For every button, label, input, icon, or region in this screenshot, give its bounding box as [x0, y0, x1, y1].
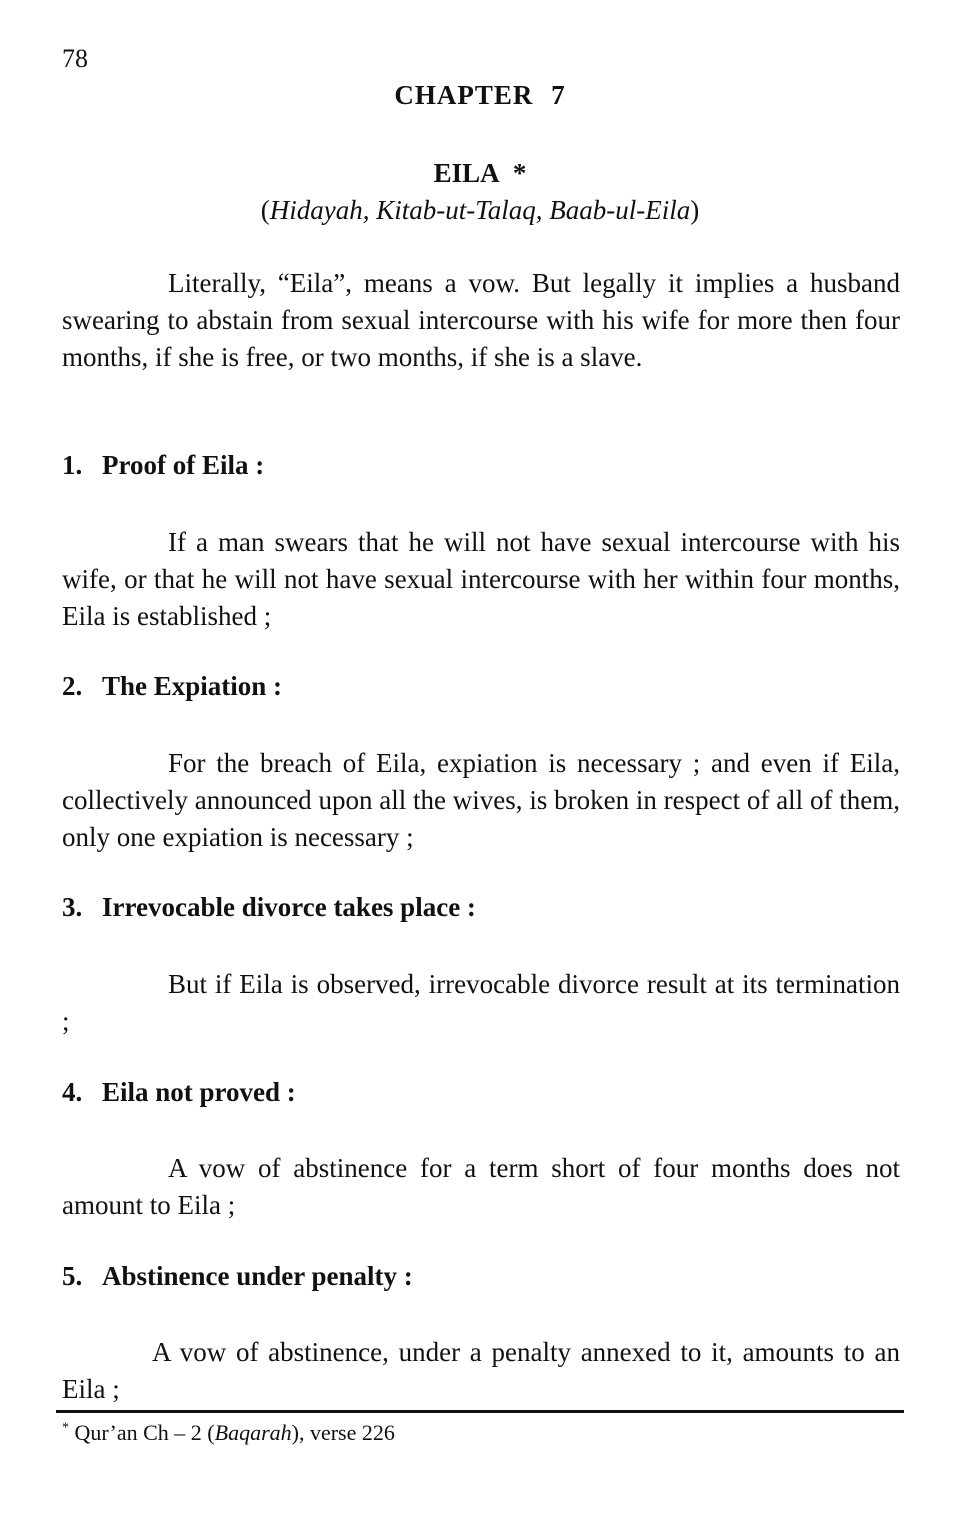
page-number: 78 [62, 44, 88, 73]
section-heading-text: The Expiation : [102, 671, 283, 701]
section-body-1: If a man swears that he will not have sexual intercourse with his wife, or that he will not have sexual intercourse with her within four months, Eila is established ; [62, 527, 900, 631]
section-heading-4 [62, 1077, 296, 1108]
footnote [62, 1420, 395, 1446]
section-body-2: For the breach of Eila, expiation is necessary ; and even if Eila, collectively announced upon all the wives, is broken in respect of all of them, only one expiation is necessary ; [62, 748, 900, 852]
section-heading-text: Proof of Eila : [102, 450, 265, 480]
footnote-divider [56, 1410, 904, 1413]
section-heading-2 [62, 671, 282, 702]
chapter-title: CHAPTER 7 [394, 80, 566, 110]
source-open: ( [260, 195, 270, 225]
section-heading-5 [62, 1261, 413, 1292]
footnote-marker: * [62, 1420, 69, 1436]
section-number: 5. [62, 1261, 83, 1291]
intro-paragraph: Literally, “Eila”, means a vow. But legally it implies a husband swearing to abstain from sexual intercourse with his wife for more then four months, if she is free, or two months, if she is a slave. [62, 268, 900, 372]
section-heading-text: Eila not proved : [102, 1077, 296, 1107]
section-number: 1. [62, 450, 83, 480]
section-title: EILA * [433, 158, 527, 188]
section-body-4: A vow of abstinence for a term short of four months does not amount to Eila ; [62, 1153, 900, 1220]
section-heading-1 [62, 450, 264, 481]
section-heading-text: Abstinence under penalty : [102, 1261, 413, 1291]
section-number: 2. [62, 671, 83, 701]
footnote-prefix: Qur’an Ch – 2 ( [74, 1420, 215, 1445]
source-close: ) [690, 195, 700, 225]
source-reference [0, 195, 960, 226]
section-heading-3 [62, 892, 476, 923]
section-body-3: But if Eila is observed, irrevocable divorce result at its termination ; [62, 969, 900, 1036]
footnote-italic: Baqarah [214, 1420, 292, 1445]
source-text: Hidayah, Kitab-ut-Talaq, Baab-ul-Eila [269, 195, 691, 225]
section-number: 3. [62, 892, 83, 922]
section-heading-text: Irrevocable divorce takes place : [102, 892, 476, 922]
section-number: 4. [62, 1077, 83, 1107]
footnote-suffix: ), verse 226 [291, 1420, 395, 1445]
section-body-5: A vow of abstinence, under a penalty annexed to it, amounts to an Eila ; [62, 1337, 900, 1404]
